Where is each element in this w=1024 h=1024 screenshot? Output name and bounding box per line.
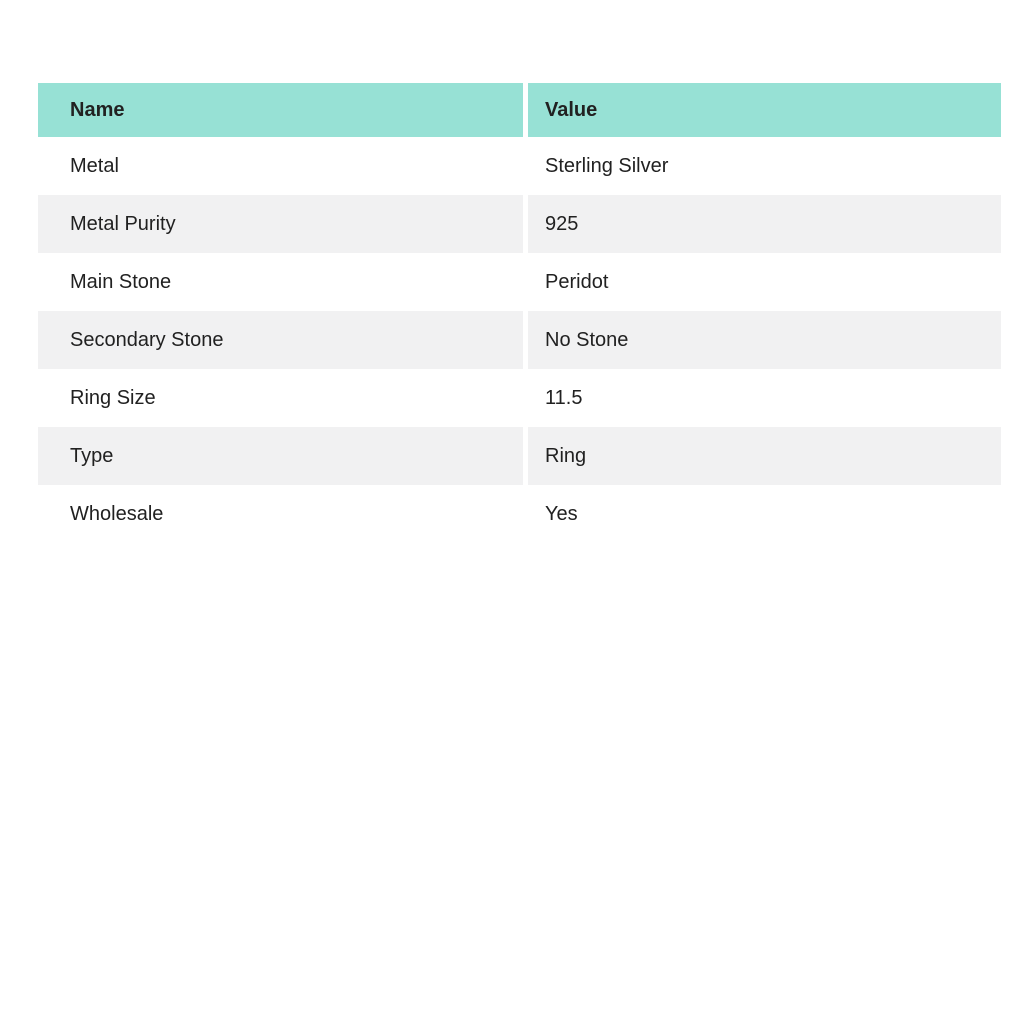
attribute-value: Peridot (528, 253, 1001, 311)
attribute-name: Wholesale (38, 485, 523, 543)
attribute-value: 925 (528, 195, 1001, 253)
attribute-name: Ring Size (38, 369, 523, 427)
table-row (38, 195, 1001, 253)
table-row (38, 311, 1001, 369)
attribute-name: Secondary Stone (38, 311, 523, 369)
table-row (38, 427, 1001, 485)
attribute-value: Ring (528, 427, 1001, 485)
column-header-value: Value (528, 83, 1001, 137)
attribute-name: Main Stone (38, 253, 523, 311)
product-attributes-table (38, 83, 1001, 543)
attribute-value: No Stone (528, 311, 1001, 369)
attribute-name: Metal (38, 137, 523, 195)
attribute-value: 11.5 (528, 369, 1001, 427)
table-row (38, 485, 1001, 543)
table-row (38, 253, 1001, 311)
attribute-name: Metal Purity (38, 195, 523, 253)
attribute-value: Sterling Silver (528, 137, 1001, 195)
attribute-value: Yes (528, 485, 1001, 543)
table-row (38, 369, 1001, 427)
attribute-name: Type (38, 427, 523, 485)
column-header-name: Name (38, 83, 523, 137)
table-header-row (38, 83, 1001, 137)
table-row (38, 137, 1001, 195)
